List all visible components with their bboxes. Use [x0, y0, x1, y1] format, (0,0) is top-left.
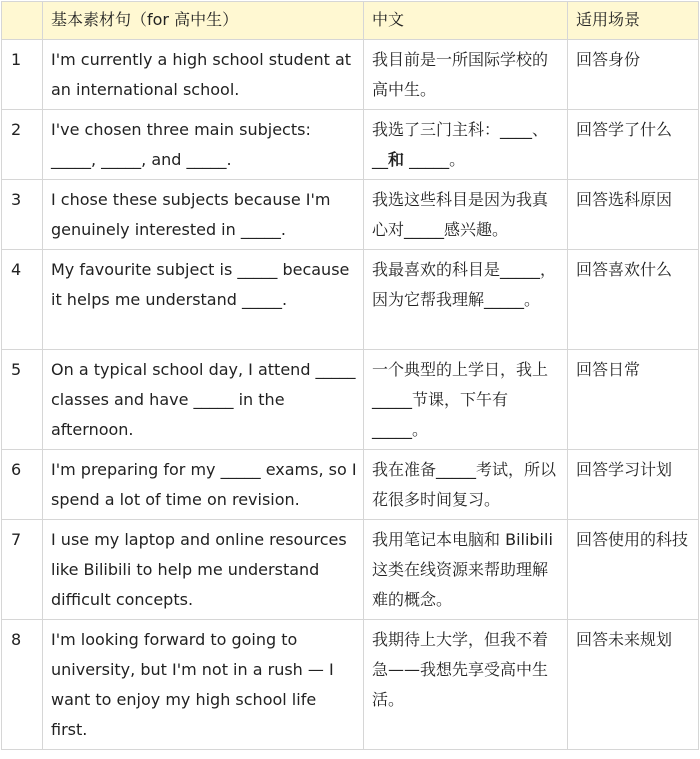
chinese-translation: [364, 110, 568, 180]
header-sentence: 基本素材句（for 高中生）: [43, 2, 364, 40]
table-row: [2, 450, 699, 520]
chinese-translation: 一个典型的上学日，我上_____节课，下午有_____。: [364, 350, 568, 450]
row-number: 1: [2, 40, 43, 110]
usage-scenario: 回答使用的科技: [568, 520, 699, 620]
usage-scenario: 回答学了什么: [568, 110, 699, 180]
sentence-table: [1, 1, 699, 750]
chinese-translation: 我目前是一所国际学校的高中生。: [364, 40, 568, 110]
table-row: [2, 350, 699, 450]
usage-scenario: 回答选科原因: [568, 180, 699, 250]
row-number: 4: [2, 250, 43, 350]
usage-scenario: 回答学习计划: [568, 450, 699, 520]
row-number: 5: [2, 350, 43, 450]
chinese-translation-part: _____。: [404, 150, 466, 169]
table-row: [2, 250, 699, 350]
chinese-translation-bold: 和: [388, 150, 405, 169]
english-sentence: On a typical school day, I attend _____ classes and have _____ in the afternoon.: [43, 350, 364, 450]
english-sentence: I chose these subjects because I'm genuinely interested in _____.: [43, 180, 364, 250]
chinese-translation: 我最喜欢的科目是_____，因为它帮我理解_____。: [364, 250, 568, 350]
chinese-translation-part: 我选了三门主科：____、 __: [372, 120, 549, 169]
row-number: 6: [2, 450, 43, 520]
table-row: [2, 40, 699, 110]
english-sentence: I use my laptop and online resources like Bilibili to help me understand difficult concepts.: [43, 520, 364, 620]
row-number: 2: [2, 110, 43, 180]
usage-scenario: 回答喜欢什么: [568, 250, 699, 350]
english-sentence: I've chosen three main subjects: _____, _____, and _____.: [43, 110, 364, 180]
table-row: [2, 620, 699, 750]
chinese-translation: 我在准备_____考试，所以花很多时间复习。: [364, 450, 568, 520]
chinese-translation: 我期待上大学，但我不着急——我想先享受高中生活。: [364, 620, 568, 750]
english-sentence: I'm looking forward to going to university, but I'm not in a rush — I want to enjoy my high school life first.: [43, 620, 364, 750]
row-number: 8: [2, 620, 43, 750]
table-row: [2, 520, 699, 620]
header-chinese: 中文: [364, 2, 568, 40]
table-row: [2, 180, 699, 250]
header-usage: 适用场景: [568, 2, 699, 40]
usage-scenario: 回答日常: [568, 350, 699, 450]
table-row: [2, 110, 699, 180]
row-number: 3: [2, 180, 43, 250]
chinese-translation: 我选这些科目是因为我真心对_____感兴趣。: [364, 180, 568, 250]
row-number: 7: [2, 520, 43, 620]
usage-scenario: 回答未来规划: [568, 620, 699, 750]
chinese-translation: 我用笔记本电脑和 Bilibili 这类在线资源来帮助理解难的概念。: [364, 520, 568, 620]
english-sentence: My favourite subject is _____ because it helps me understand _____.: [43, 250, 364, 350]
english-sentence: I'm currently a high school student at an international school.: [43, 40, 364, 110]
header-num: [2, 2, 43, 40]
header-row: [2, 2, 699, 40]
usage-scenario: 回答身份: [568, 40, 699, 110]
english-sentence: I'm preparing for my _____ exams, so I spend a lot of time on revision.: [43, 450, 364, 520]
